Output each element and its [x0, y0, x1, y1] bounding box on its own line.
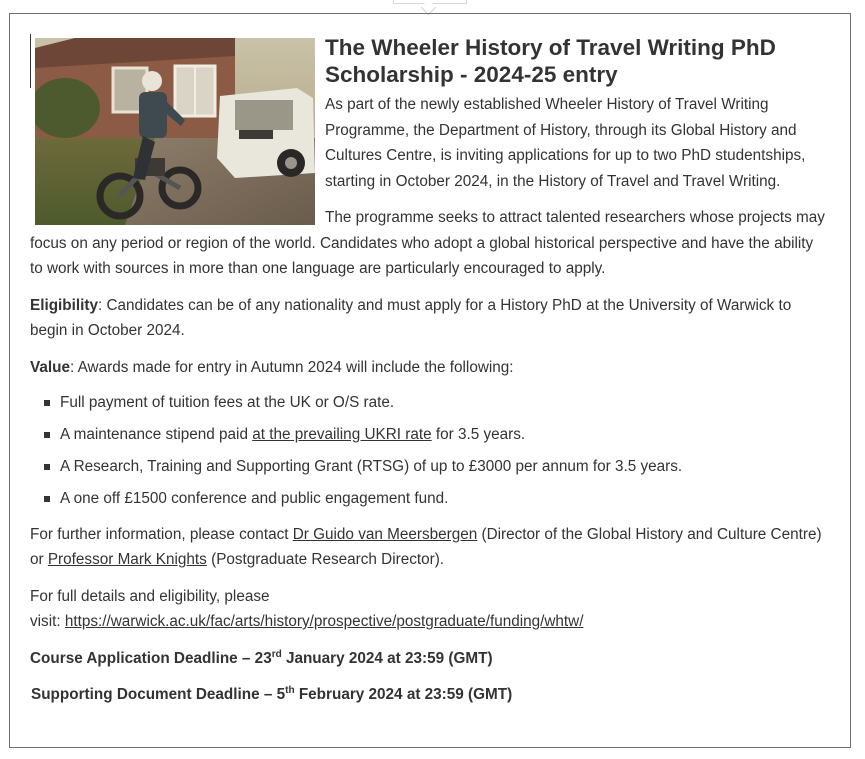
- contact-text: (Postgraduate Research Director).: [206, 551, 445, 568]
- supporting-document-deadline: [31, 682, 830, 708]
- intro-paragraph: As part of the newly established Wheeler History of Travel Writing Programme, the Department of History, through its Global History and Cultures Centre, is inviting applications for up to two PhD studentships, starting in October 2024, in the History of Travel and Travel Writing.: [325, 96, 806, 190]
- programme-paragraph: The programme seeks to attract talented researchers whose projects may focus on any period or region of the world. Candidates who adopt a global historical perspective and have the ability to work with sources in more than one language are particularly encouraged to apply.: [30, 209, 825, 277]
- details-visit-text: visit:: [30, 613, 65, 630]
- contact-paragraph: [30, 522, 830, 573]
- deadline-text: February 2024 at 23:59 (GMT): [294, 686, 513, 703]
- eligibility-text: : Candidates can be of any nationality and must apply for a History PhD at the University of Warwick to begin in October 2024.: [30, 296, 792, 339]
- deadline-text: January 2024 at 23:59 (GMT): [281, 649, 493, 667]
- list-item: Full payment of tuition fees at the UK or O/S rate.: [30, 390, 830, 416]
- ukri-rate-link[interactable]: at the prevailing UKRI rate: [252, 426, 432, 443]
- list-item: A Research, Training and Supporting Grant (RTSG) of up to £3000 per annum for 3.5 years.: [30, 454, 830, 480]
- contact-text: (Director of the Global History and Culture Centre) or: [30, 525, 822, 568]
- list-item-text: A maintenance stipend paid: [60, 426, 253, 443]
- ordinal-suffix: th: [285, 684, 295, 696]
- ordinal-suffix: rd: [271, 648, 282, 660]
- value-text: : Awards made for entry in Autumn 2024 will include the following:: [69, 358, 514, 376]
- value-label: Value: [30, 358, 70, 376]
- details-paragraph: [30, 584, 830, 635]
- contact-text: For further information, please contact: [30, 525, 293, 543]
- value-paragraph: [30, 355, 830, 381]
- deadline-text: Supporting Document Deadline – 5: [31, 686, 286, 703]
- details-text: For full details and eligibility, please: [30, 587, 270, 605]
- eligibility-label: Eligibility: [30, 296, 98, 314]
- list-item-text: for 3.5 years.: [431, 426, 526, 443]
- list-item: [30, 422, 830, 448]
- top-notch: [393, 0, 467, 4]
- list-item: A one off £1500 conference and public engagement fund.: [30, 486, 830, 512]
- deadline-text: Course Application Deadline – 23: [30, 649, 272, 667]
- course-application-deadline: [30, 646, 830, 672]
- page-title: The Wheeler History of Travel Writing PhD Scholarship - 2024-25 entry: [30, 34, 830, 88]
- mark-knights-link[interactable]: Professor Mark Knights: [47, 551, 207, 568]
- eligibility-paragraph: [30, 293, 830, 344]
- funding-details-link[interactable]: https://warwick.ac.uk/fac/arts/history/prospective/postgraduate/funding/whtw/: [64, 613, 584, 630]
- motorcycle-photo: [35, 38, 315, 225]
- article-photo: [35, 38, 315, 225]
- guido-van-meersbergen-link[interactable]: Dr Guido van Meersbergen: [292, 525, 478, 543]
- value-list: [30, 390, 830, 512]
- article: [30, 34, 830, 719]
